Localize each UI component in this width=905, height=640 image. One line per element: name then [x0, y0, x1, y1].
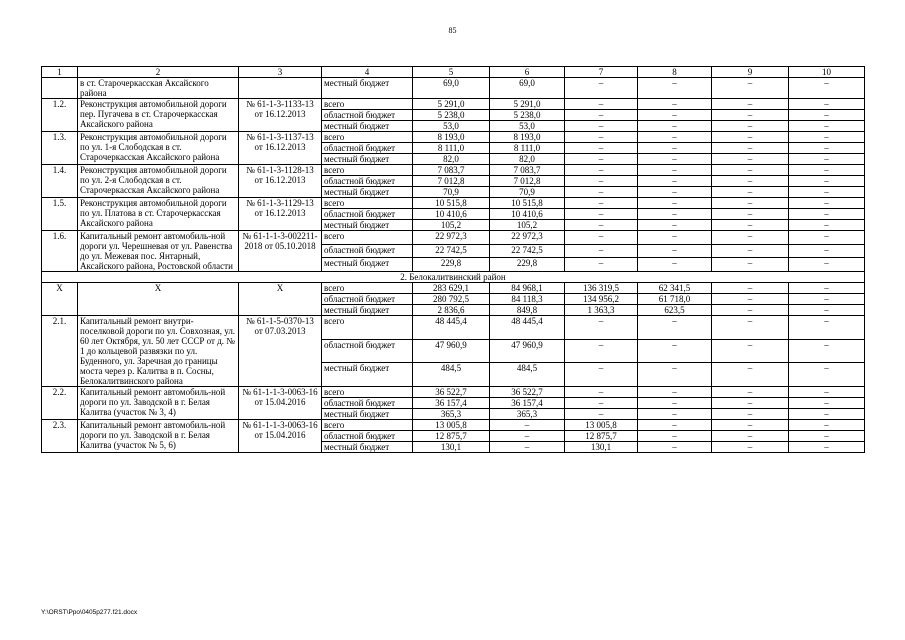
amount-cell: –: [638, 387, 712, 398]
amount-cell: –: [789, 132, 865, 143]
document-number: № 61-1-3-1129-13 от 16.12.2013: [239, 198, 322, 231]
amount-cell: 47 960,9: [490, 339, 565, 363]
amount-cell: –: [712, 339, 789, 363]
funding-source: местный бюджет: [322, 258, 413, 272]
amount-cell: –: [638, 398, 712, 409]
amount-cell: 10 515,8: [490, 198, 565, 209]
table-row: [42, 198, 865, 209]
amount-cell: –: [789, 442, 865, 453]
amount-cell: –: [638, 258, 712, 272]
amount-cell: 7 012,8: [490, 176, 565, 187]
amount-cell: 484,5: [413, 363, 490, 387]
amount-cell: 484,5: [490, 363, 565, 387]
amount-cell: –: [565, 258, 638, 272]
funding-source: местный бюджет: [322, 220, 413, 231]
funding-source: областной бюджет: [322, 176, 413, 187]
amount-cell: –: [712, 244, 789, 258]
amount-cell: –: [712, 363, 789, 387]
amount-cell: 53,0: [490, 121, 565, 132]
amount-cell: –: [789, 143, 865, 154]
amount-cell: –: [565, 187, 638, 198]
amount-cell: –: [565, 363, 638, 387]
funding-source: областной бюджет: [322, 294, 413, 305]
object-name: Х: [78, 283, 239, 316]
funding-source: областной бюджет: [322, 431, 413, 442]
amount-cell: –: [565, 154, 638, 165]
amount-cell: 8 193,0: [490, 132, 565, 143]
amount-cell: 7 012,8: [413, 176, 490, 187]
funding-source: местный бюджет: [322, 363, 413, 387]
object-name: в ст. Старочеркасская Аксайского района: [78, 78, 239, 99]
amount-cell: –: [712, 258, 789, 272]
amount-cell: 61 718,0: [638, 294, 712, 305]
amount-cell: –: [638, 209, 712, 220]
amount-cell: 70,9: [413, 187, 490, 198]
item-number: 1.6.: [42, 231, 78, 272]
document-number: № 61-1-3-1133-13 от 16.12.2013: [239, 99, 322, 132]
amount-cell: –: [789, 209, 865, 220]
amount-cell: –: [565, 409, 638, 420]
object-name: Капитальный ремонт внутри-поселковой дороги по ул. Совхозная, ул. 60 лет Октября, ул. 50 лет СССР от д. № 1 до кольцевой развязки по ул. Буденного, ул. Заречная до границы моста через р. Калитва в п. Сосны, Белокалитвинского района: [78, 316, 239, 387]
amount-cell: –: [565, 176, 638, 187]
document-number: Х: [239, 283, 322, 316]
amount-cell: –: [638, 143, 712, 154]
amount-cell: –: [712, 187, 789, 198]
amount-cell: 13 005,8: [565, 420, 638, 431]
document-number: № 61-1-3-1137-13 от 16.12.2013: [239, 132, 322, 165]
column-number-cell: 4: [322, 67, 413, 78]
object-name: Капитальный ремонт автомобиль-ной дороги ул. Черешневая от ул. Равенства до ул. Межевая пос. Янтарный, Аксайского района, Ростовской области: [78, 231, 239, 272]
funding-source: местный бюджет: [322, 442, 413, 453]
amount-cell: –: [638, 339, 712, 363]
funding-source: всего: [322, 231, 413, 245]
table-row: [42, 132, 865, 143]
object-name: Реконструкция автомобильной дороги по ул. 1-я Слободская в ст. Старочеркасская Аксайского района: [78, 132, 239, 165]
amount-cell: –: [712, 305, 789, 316]
amount-cell: –: [490, 431, 565, 442]
funding-source: местный бюджет: [322, 409, 413, 420]
amount-cell: –: [712, 198, 789, 209]
amount-cell: 1 363,3: [565, 305, 638, 316]
funding-source: областной бюджет: [322, 143, 413, 154]
amount-cell: –: [789, 231, 865, 245]
file-path-footer: Y:\ORST\Ppo\0405p277.f21.docx: [41, 609, 138, 616]
amount-cell: –: [490, 442, 565, 453]
header-row: [42, 67, 865, 78]
amount-cell: –: [565, 99, 638, 110]
amount-cell: –: [789, 165, 865, 176]
column-number-cell: 8: [638, 67, 712, 78]
amount-cell: 62 341,5: [638, 283, 712, 294]
item-number: Х: [42, 283, 78, 316]
section-row: [42, 272, 865, 283]
amount-cell: –: [789, 99, 865, 110]
item-number: 1.2.: [42, 99, 78, 132]
document-number: № 61-1-1-3-002211-2018 от 05.10.2018: [239, 231, 322, 272]
amount-cell: 5 291,0: [413, 99, 490, 110]
amount-cell: 36 157,4: [490, 398, 565, 409]
table-row: [42, 387, 865, 398]
amount-cell: –: [789, 363, 865, 387]
amount-cell: –: [490, 420, 565, 431]
amount-cell: –: [712, 143, 789, 154]
column-number-cell: 10: [789, 67, 865, 78]
amount-cell: 7 083,7: [413, 165, 490, 176]
amount-cell: 36 522,7: [490, 387, 565, 398]
amount-cell: –: [638, 363, 712, 387]
amount-cell: 8 111,0: [490, 143, 565, 154]
amount-cell: –: [712, 442, 789, 453]
amount-cell: –: [565, 110, 638, 121]
amount-cell: –: [789, 154, 865, 165]
amount-cell: –: [789, 258, 865, 272]
amount-cell: –: [565, 316, 638, 340]
funding-source: всего: [322, 198, 413, 209]
amount-cell: –: [712, 220, 789, 231]
funding-source: всего: [322, 165, 413, 176]
amount-cell: –: [789, 305, 865, 316]
amount-cell: –: [638, 132, 712, 143]
amount-cell: –: [638, 420, 712, 431]
amount-cell: –: [638, 78, 712, 99]
budget-table: [41, 66, 865, 453]
amount-cell: –: [565, 398, 638, 409]
funding-source: местный бюджет: [322, 154, 413, 165]
amount-cell: 2 836,6: [413, 305, 490, 316]
amount-cell: –: [789, 431, 865, 442]
amount-cell: –: [789, 176, 865, 187]
funding-source: всего: [322, 387, 413, 398]
amount-cell: –: [565, 244, 638, 258]
amount-cell: –: [789, 283, 865, 294]
table-row: [42, 231, 865, 245]
object-name: Капитальный ремонт автомобиль-ной дороги по ул. Заводской в г. Белая Калитва (участок № 3, 4): [78, 387, 239, 420]
amount-cell: –: [638, 442, 712, 453]
amount-cell: –: [789, 121, 865, 132]
funding-source: местный бюджет: [322, 78, 413, 99]
amount-cell: 229,8: [413, 258, 490, 272]
funding-source: областной бюджет: [322, 339, 413, 363]
amount-cell: 48 445,4: [413, 316, 490, 340]
table-row: [42, 99, 865, 110]
item-number: 1.5.: [42, 198, 78, 231]
amount-cell: –: [565, 132, 638, 143]
amount-cell: –: [565, 198, 638, 209]
document-number: [239, 78, 322, 99]
amount-cell: –: [638, 165, 712, 176]
amount-cell: –: [565, 387, 638, 398]
amount-cell: 53,0: [413, 121, 490, 132]
amount-cell: –: [565, 143, 638, 154]
amount-cell: –: [712, 283, 789, 294]
amount-cell: –: [789, 198, 865, 209]
page-number: 85: [448, 26, 457, 35]
amount-cell: –: [712, 387, 789, 398]
object-name: Капитальный ремонт автомобиль-ной дороги по ул. Заводской в г. Белая Калитва (участок № 5, 6): [78, 420, 239, 453]
amount-cell: 105,2: [490, 220, 565, 231]
amount-cell: –: [638, 316, 712, 340]
amount-cell: 10 410,6: [490, 209, 565, 220]
amount-cell: –: [565, 220, 638, 231]
amount-cell: 36 157,4: [413, 398, 490, 409]
amount-cell: 5 291,0: [490, 99, 565, 110]
amount-cell: 365,3: [413, 409, 490, 420]
amount-cell: –: [565, 121, 638, 132]
amount-cell: –: [712, 110, 789, 121]
amount-cell: 84 968,1: [490, 283, 565, 294]
amount-cell: –: [789, 294, 865, 305]
amount-cell: –: [638, 220, 712, 231]
amount-cell: –: [565, 78, 638, 99]
object-name: Реконструкция автомобильной дороги пер. Пугачева в ст. Старочеркасская Аксайского района: [78, 99, 239, 132]
amount-cell: –: [789, 339, 865, 363]
amount-cell: –: [712, 431, 789, 442]
table-row: [42, 316, 865, 340]
document-number: № 61-1-3-1128-13 от 16.12.2013: [239, 165, 322, 198]
amount-cell: 22 742,5: [490, 244, 565, 258]
amount-cell: –: [638, 231, 712, 245]
amount-cell: 22 742,5: [413, 244, 490, 258]
column-number-cell: 2: [78, 67, 239, 78]
table-row: [42, 78, 865, 99]
amount-cell: –: [712, 294, 789, 305]
amount-cell: –: [638, 198, 712, 209]
column-number-cell: 1: [42, 67, 78, 78]
document-number: № 61-1-5-0370-13 от 07.03.2013: [239, 316, 322, 387]
item-number: 2.1.: [42, 316, 78, 387]
item-number: 2.2.: [42, 387, 78, 420]
amount-cell: 623,5: [638, 305, 712, 316]
amount-cell: 8 111,0: [413, 143, 490, 154]
amount-cell: –: [565, 209, 638, 220]
funding-source: областной бюджет: [322, 244, 413, 258]
amount-cell: 130,1: [565, 442, 638, 453]
amount-cell: –: [712, 132, 789, 143]
amount-cell: 13 005,8: [413, 420, 490, 431]
funding-source: всего: [322, 283, 413, 294]
amount-cell: 5 238,0: [413, 110, 490, 121]
amount-cell: –: [712, 420, 789, 431]
amount-cell: –: [638, 187, 712, 198]
funding-source: областной бюджет: [322, 209, 413, 220]
amount-cell: 130,1: [413, 442, 490, 453]
amount-cell: 283 629,1: [413, 283, 490, 294]
amount-cell: 22 972,3: [490, 231, 565, 245]
amount-cell: 10 410,6: [413, 209, 490, 220]
amount-cell: –: [638, 431, 712, 442]
amount-cell: 849,8: [490, 305, 565, 316]
funding-source: местный бюджет: [322, 187, 413, 198]
column-number-cell: 7: [565, 67, 638, 78]
amount-cell: –: [565, 231, 638, 245]
amount-cell: –: [565, 165, 638, 176]
amount-cell: –: [712, 78, 789, 99]
amount-cell: 7 083,7: [490, 165, 565, 176]
table-row: [42, 420, 865, 431]
amount-cell: 82,0: [490, 154, 565, 165]
amount-cell: –: [712, 176, 789, 187]
item-number: 1.4.: [42, 165, 78, 198]
item-number: 1.3.: [42, 132, 78, 165]
amount-cell: –: [789, 398, 865, 409]
amount-cell: –: [638, 99, 712, 110]
amount-cell: 69,0: [413, 78, 490, 99]
object-name: Реконструкция автомобильной дороги по ул. 2-я Слободская в ст. Старочеркасская Аксайского района: [78, 165, 239, 198]
amount-cell: –: [712, 154, 789, 165]
amount-cell: –: [638, 176, 712, 187]
funding-source: всего: [322, 132, 413, 143]
amount-cell: –: [638, 154, 712, 165]
amount-cell: –: [789, 244, 865, 258]
amount-cell: 134 956,2: [565, 294, 638, 305]
amount-cell: 8 193,0: [413, 132, 490, 143]
funding-source: всего: [322, 316, 413, 340]
amount-cell: 82,0: [413, 154, 490, 165]
amount-cell: 12 875,7: [413, 431, 490, 442]
amount-cell: 365,3: [490, 409, 565, 420]
amount-cell: –: [712, 409, 789, 420]
section-title: 2. Белокалитвинский район: [42, 272, 865, 283]
table-row: [42, 283, 865, 294]
funding-source: местный бюджет: [322, 305, 413, 316]
amount-cell: –: [789, 387, 865, 398]
amount-cell: 70,9: [490, 187, 565, 198]
amount-cell: 136 319,5: [565, 283, 638, 294]
amount-cell: –: [565, 339, 638, 363]
amount-cell: –: [638, 121, 712, 132]
item-number: 2.3.: [42, 420, 78, 453]
amount-cell: –: [638, 110, 712, 121]
table-row: [42, 165, 865, 176]
column-number-cell: 6: [490, 67, 565, 78]
amount-cell: –: [789, 420, 865, 431]
amount-cell: –: [712, 316, 789, 340]
amount-cell: 229,8: [490, 258, 565, 272]
amount-cell: 10 515,8: [413, 198, 490, 209]
funding-source: всего: [322, 99, 413, 110]
funding-source: всего: [322, 420, 413, 431]
object-name: Реконструкция автомобильной дороги по ул. Платова в ст. Старочеркасская Аксайского района: [78, 198, 239, 231]
amount-cell: 105,2: [413, 220, 490, 231]
amount-cell: –: [712, 99, 789, 110]
document-number: № 61-1-1-3-0063-16 от 15.04.2016: [239, 387, 322, 420]
amount-cell: –: [789, 220, 865, 231]
amount-cell: –: [712, 121, 789, 132]
amount-cell: 12 875,7: [565, 431, 638, 442]
amount-cell: –: [712, 398, 789, 409]
amount-cell: –: [789, 110, 865, 121]
amount-cell: 84 118,3: [490, 294, 565, 305]
column-number-cell: 9: [712, 67, 789, 78]
column-number-cell: 3: [239, 67, 322, 78]
amount-cell: 47 960,9: [413, 339, 490, 363]
amount-cell: 5 238,0: [490, 110, 565, 121]
document-number: № 61-1-1-3-0063-16 от 15.04.2016: [239, 420, 322, 453]
funding-source: местный бюджет: [322, 121, 413, 132]
amount-cell: –: [789, 409, 865, 420]
amount-cell: 22 972,3: [413, 231, 490, 245]
amount-cell: 69,0: [490, 78, 565, 99]
item-number: [42, 78, 78, 99]
amount-cell: 280 792,5: [413, 294, 490, 305]
amount-cell: –: [712, 165, 789, 176]
funding-source: областной бюджет: [322, 110, 413, 121]
amount-cell: –: [789, 78, 865, 99]
amount-cell: –: [712, 209, 789, 220]
column-number-cell: 5: [413, 67, 490, 78]
amount-cell: 36 522,7: [413, 387, 490, 398]
amount-cell: 48 445,4: [490, 316, 565, 340]
amount-cell: –: [638, 244, 712, 258]
amount-cell: –: [789, 316, 865, 340]
amount-cell: –: [789, 187, 865, 198]
amount-cell: –: [638, 409, 712, 420]
amount-cell: –: [712, 231, 789, 245]
funding-source: областной бюджет: [322, 398, 413, 409]
